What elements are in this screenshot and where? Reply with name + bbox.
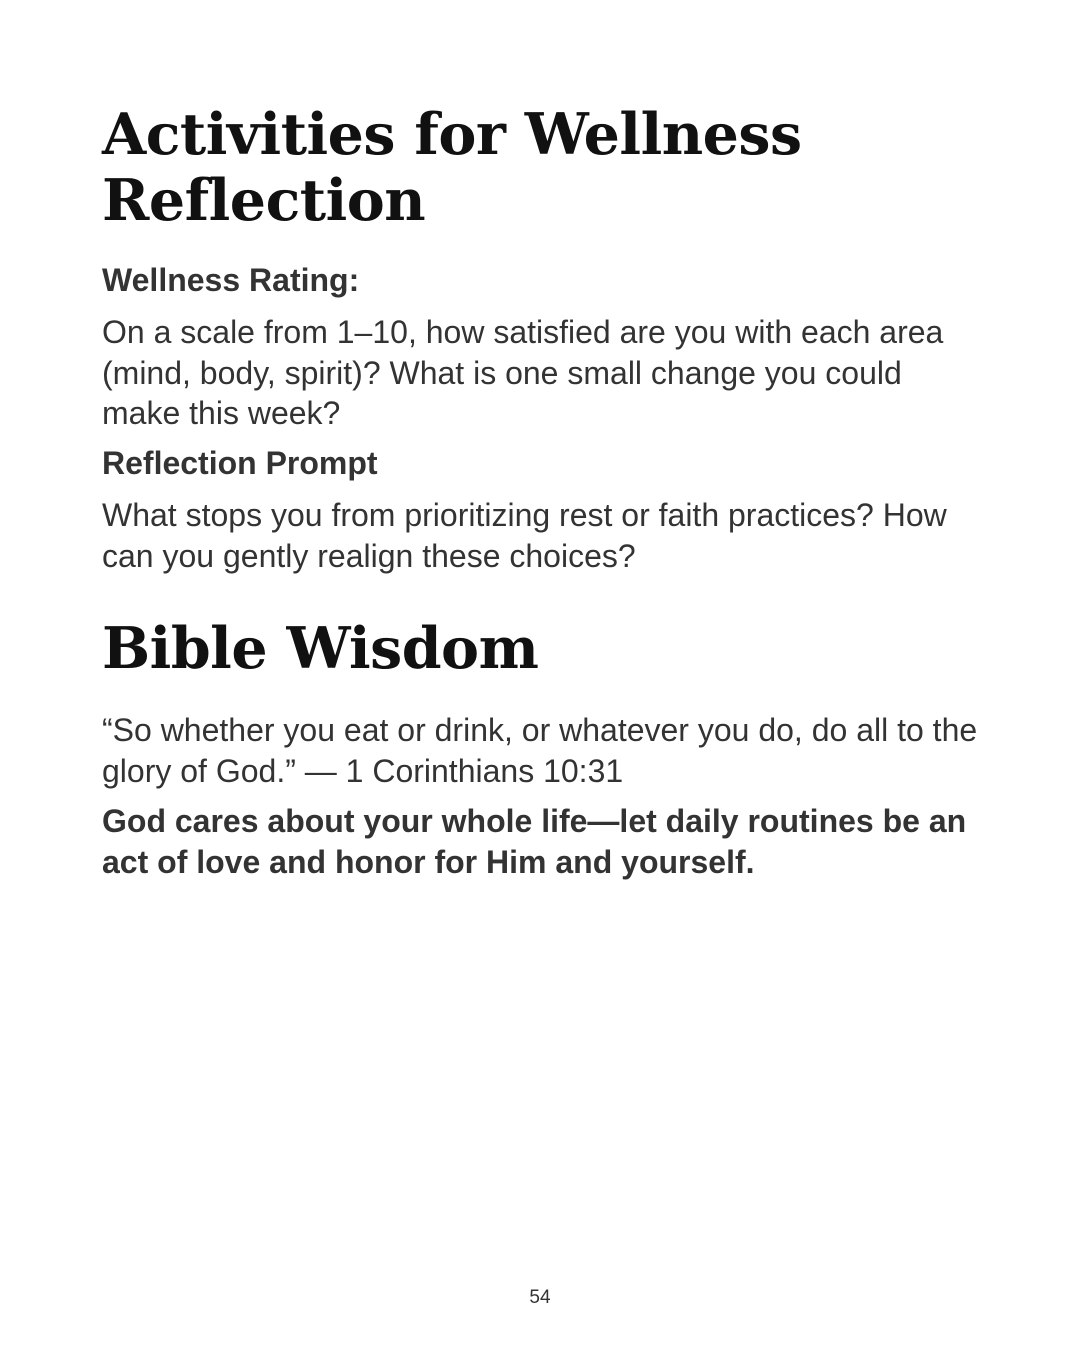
wellness-rating-label: Wellness Rating: bbox=[102, 262, 360, 298]
activities-heading: Activities for Wellness Reflection bbox=[102, 101, 802, 234]
page-number: 54 bbox=[529, 1287, 551, 1308]
bible-wisdom-heading: Bible Wisdom bbox=[102, 615, 539, 682]
bible-takeaway: God cares about your whole life—let daily routines be an act of love and honor for Him and yourself. bbox=[102, 803, 967, 880]
bible-quote: “So whether you eat or drink, or whatever you do, do all to the glory of God.” — 1 Corinthians 10:31 bbox=[102, 712, 978, 789]
reflection-prompt-text: What stops you from prioritizing rest or faith practices? How can you gently realign these choices? bbox=[102, 497, 947, 574]
reflection-prompt-label: Reflection Prompt bbox=[102, 445, 378, 481]
wellness-rating-text: On a scale from 1–10, how satisfied are you with each area (mind, body, spirit)? What is one small change you could make this week? bbox=[102, 314, 944, 431]
